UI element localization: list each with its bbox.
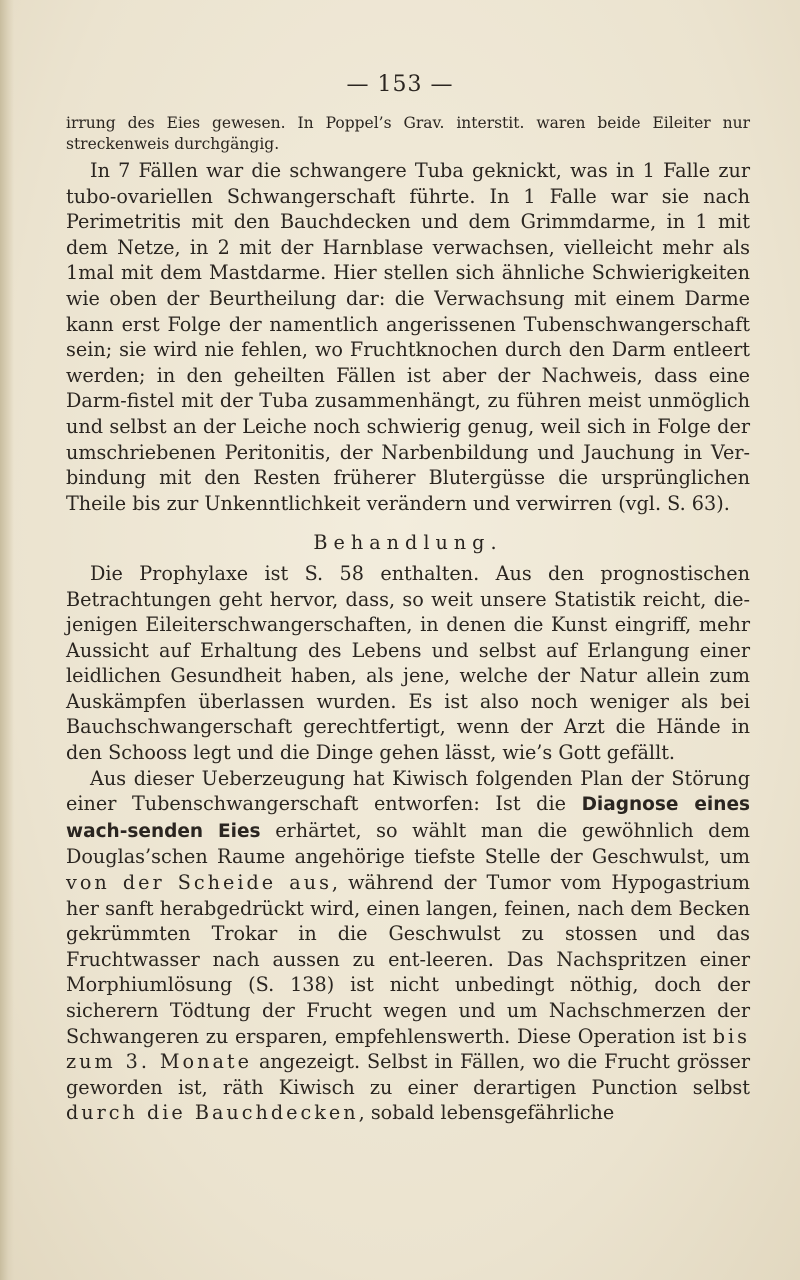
paragraph-tuba-adhesions: In 7 Fällen war die schwangere Tuba geknickt, was in 1 Falle zur tubo-ovariellen Schwangerschaft führte. In 1 Falle war sie nach Perimetritis mit den Bauchdecken und dem Grimmdarme, in 1 mit dem Netze, in 2 mit der Harnblase verwachsen, vielleicht mehr als 1mal mit dem Mastdarme. Hier stellen sich ähnliche Schwierigkeiten wie oben der Beurtheilung dar: die Verwachsung mit einem Darme kann erst Folge der namentlich angerissenen Tubenschwangerschaft sein; sie wird nie fehlen, wo Fruchtknochen durch den Darm entleert werden; in den geheilten Fällen ist aber der Nachweis, dass eine Darm-fistel mit der Tuba zusammenhängt, zu führen meist unmöglich und selbst an der Leiche noch schwierig genug, weil sich in Folge der umschriebenen Peritonitis, der Narbenbildung und Jauchung in Ver-bindung mit den Resten früherer Blutergüsse die ursprünglichen Theile bis zur Unkenntlichkeit verändern und verwirren (vgl. S. 63). xyxy=(66,159,750,515)
body-text xyxy=(66,113,750,1126)
page-number: — 153 — xyxy=(346,72,454,97)
diagnose-emphasis: Diagnose eines wach-senden Eies xyxy=(66,794,751,842)
kiwisch-text-3: , während der Tumor vom Hypogastrium her sanft herabgedrückt wird, einen langen, feinen, nach dem Becken gekrümmten Trokar in die Geschwulst zu stossen und das Fruchtwasser nach aussen zu ent-leeren. Das Nachspritzen einer Morphiumlösung (S. 138) ist nicht unbedingt nöthig, doch der sicherern Tödtung der Frucht wegen und um Nachschmerzen der Schwangeren zu ersparen, empfehlenswerth. Diese Operation ist xyxy=(66,871,750,1048)
kiwisch-text-2: erhärtet, so wählt man die gewöhnlich dem Douglas’schen Raume angehörige tiefste Stelle der Geschwulst, um xyxy=(66,818,750,869)
kiwisch-text-5: , sobald lebensgefährliche xyxy=(358,1101,615,1125)
bauchdecken-emphasis: durch die Bauchdecken xyxy=(66,1101,359,1125)
kiwisch-text-4: angezeigt. Selbst in Fällen, wo die Frucht grösser geworden ist, räth Kiwisch zu einer derartigen Punction selbst xyxy=(66,1050,750,1099)
continued-footnote-text: irrung des Eies gewesen. In Poppel’s Grav. interstit. waren beide Eileiter nur streckenweis durchgängig. xyxy=(66,114,750,153)
paragraph-prophylaxe: Die Prophylaxe ist S. 58 enthalten. Aus den prognostischen Betrachtungen geht hervor, dass, so weit unsere Statistik reicht, die-jenigen Eileiterschwangerschaften, in denen die Kunst eingriff, mehr Aussicht auf Erhaltung des Lebens und selbst auf Erlangung einer leidlichen Gesundheit haben, als jene, welche der Natur allein zum Auskämpfen überlassen wurden. Es ist also noch weniger als bei Bauchschwangerschaft gerechtfertigt, wenn der Arzt die Hände in den Schooss legt und die Dinge gehen lässt, wie’s Gott gefällt. xyxy=(66,561,750,765)
scheide-emphasis: von der Scheide aus xyxy=(66,871,332,895)
paragraph-kiwisch-plan xyxy=(66,766,750,1126)
section-heading-behandlung: Behandlung. xyxy=(313,531,503,555)
monate-emphasis: bis zum 3. Monate xyxy=(66,1024,750,1074)
page-binding-edge xyxy=(0,0,14,1280)
kiwisch-text-1: Aus dieser Ueberzeugung hat Kiwisch folgenden Plan der Störung einer Tubenschwangerschaft entworfen: Ist die xyxy=(66,766,750,816)
